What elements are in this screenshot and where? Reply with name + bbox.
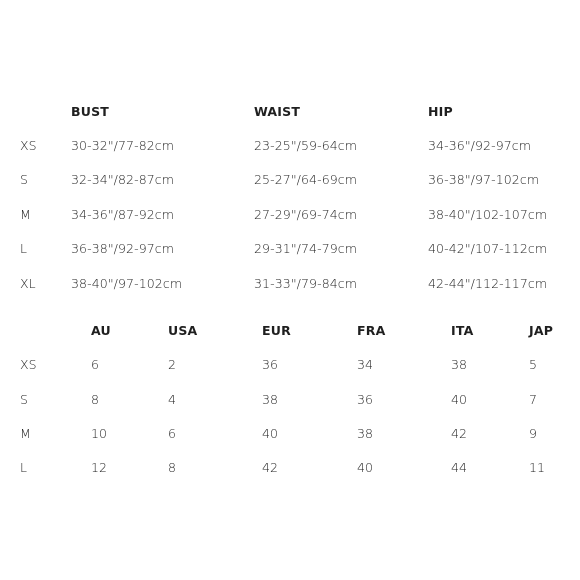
- bust-value: 36-38"/92-97cm: [71, 241, 175, 256]
- bust-value: 38-40"/97-102cm: [71, 276, 183, 291]
- waist-value: 27-29"/69-74cm: [254, 207, 358, 222]
- hip-value: 34-36"/92-97cm: [428, 138, 532, 153]
- jap-value: 5: [529, 357, 538, 372]
- ita-value: 40: [451, 392, 468, 407]
- usa-value: 6: [168, 426, 177, 441]
- jap-value: 11: [529, 460, 546, 475]
- bust-value: 30-32"/77-82cm: [71, 138, 175, 153]
- hip-value: 38-40"/102-107cm: [428, 207, 548, 222]
- usa-value: 4: [168, 392, 177, 407]
- column-header-bust: BUST: [71, 104, 110, 119]
- size-label: S: [20, 172, 29, 187]
- ita-value: 44: [451, 460, 468, 475]
- waist-value: 25-27"/64-69cm: [254, 172, 358, 187]
- fra-value: 34: [357, 357, 374, 372]
- au-value: 8: [91, 392, 100, 407]
- jap-value: 9: [529, 426, 538, 441]
- column-header-hip: HIP: [428, 104, 453, 119]
- column-header-usa: USA: [168, 323, 198, 338]
- ita-value: 38: [451, 357, 468, 372]
- hip-value: 40-42"/107-112cm: [428, 241, 548, 256]
- size-label: L: [20, 241, 28, 256]
- waist-value: 31-33"/79-84cm: [254, 276, 358, 291]
- column-header-ita: ITA: [451, 323, 474, 338]
- size-label: M: [20, 426, 31, 441]
- au-value: 10: [91, 426, 108, 441]
- column-header-eur: EUR: [262, 323, 291, 338]
- size-label: S: [20, 392, 29, 407]
- fra-value: 38: [357, 426, 374, 441]
- size-label: M: [20, 207, 31, 222]
- waist-value: 23-25"/59-64cm: [254, 138, 358, 153]
- eur-value: 38: [262, 392, 279, 407]
- column-header-au: AU: [91, 323, 111, 338]
- column-header-fra: FRA: [357, 323, 386, 338]
- bust-value: 34-36"/87-92cm: [71, 207, 175, 222]
- size-label: XL: [20, 276, 36, 291]
- hip-value: 42-44"/112-117cm: [428, 276, 548, 291]
- size-label: L: [20, 460, 28, 475]
- eur-value: 36: [262, 357, 279, 372]
- jap-value: 7: [529, 392, 538, 407]
- eur-value: 42: [262, 460, 279, 475]
- size-label: XS: [20, 357, 37, 372]
- column-header-waist: WAIST: [254, 104, 301, 119]
- ita-value: 42: [451, 426, 468, 441]
- waist-value: 29-31"/74-79cm: [254, 241, 358, 256]
- bust-value: 32-34"/82-87cm: [71, 172, 175, 187]
- fra-value: 40: [357, 460, 374, 475]
- eur-value: 40: [262, 426, 279, 441]
- size-label: XS: [20, 138, 37, 153]
- hip-value: 36-38"/97-102cm: [428, 172, 540, 187]
- column-header-jap: JAP: [529, 323, 554, 338]
- au-value: 6: [91, 357, 100, 372]
- au-value: 12: [91, 460, 108, 475]
- usa-value: 8: [168, 460, 177, 475]
- fra-value: 36: [357, 392, 374, 407]
- usa-value: 2: [168, 357, 177, 372]
